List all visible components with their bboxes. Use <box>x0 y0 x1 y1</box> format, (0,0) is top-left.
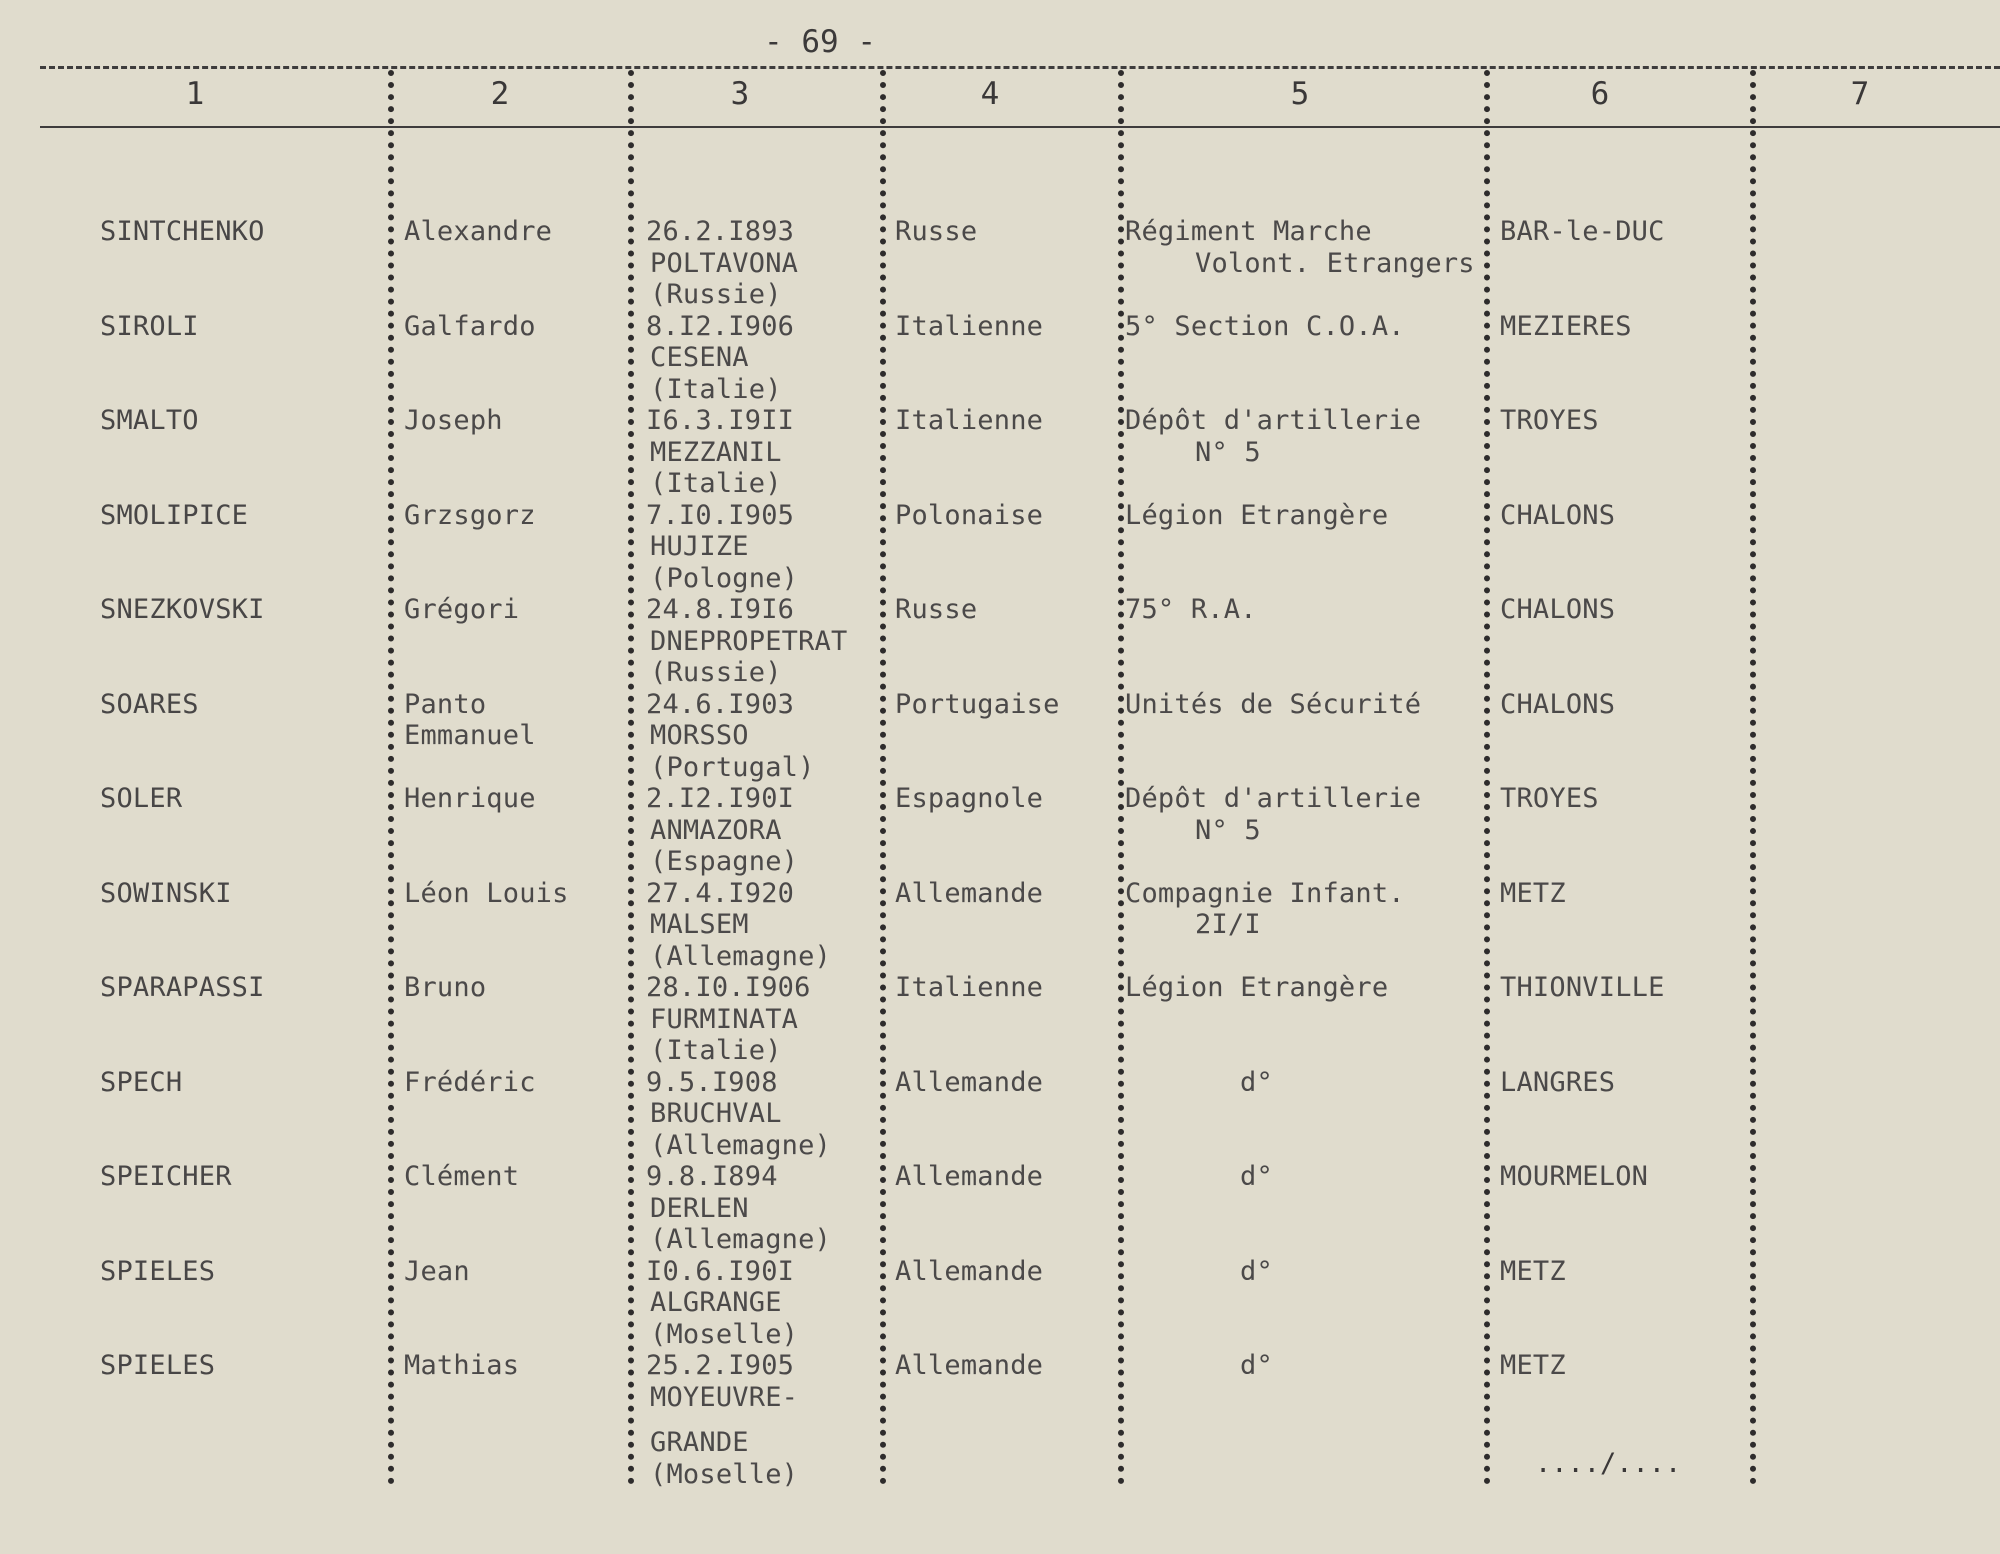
firstname-cell: Grégori <box>404 594 520 625</box>
unit-line: Régiment Marche <box>1125 216 1372 247</box>
birth-line: DERLEN <box>650 1192 749 1224</box>
header-bottom-rule <box>40 126 2000 128</box>
surname-cell: SPIELES <box>100 1350 216 1381</box>
birth-line: HUJIZE <box>650 531 749 562</box>
nationality-cell: Russe <box>895 216 978 247</box>
place-cell: METZ <box>1500 1350 1566 1381</box>
birth-line: (Russie) <box>650 279 782 310</box>
birth-line: (Moselle) <box>650 1458 799 1490</box>
surname-cell: SPARAPASSI <box>100 972 265 1003</box>
place-cell: CHALONS <box>1500 499 1616 531</box>
birth-line: MOYEUVRE- <box>650 1381 799 1413</box>
surname-cell: SMOLIPICE <box>100 499 249 531</box>
firstname-cell: Alexandre <box>404 216 553 247</box>
firstname-cell: Bruno <box>404 972 487 1003</box>
nationality-cell: Italienne <box>895 405 1044 436</box>
unit-line: Volont. Etrangers <box>1195 247 1475 279</box>
unit-line: Dépôt d'artillerie <box>1125 783 1422 814</box>
birth-line: FURMINATA <box>650 1003 799 1035</box>
continuation-mark: ..../.... <box>1535 1448 1682 1479</box>
birth-line: (Moselle) <box>650 1318 799 1350</box>
unit-line: Unités de Sécurité <box>1125 688 1422 720</box>
firstname-cell: Joseph <box>404 405 503 436</box>
surname-cell: SMALTO <box>100 405 199 436</box>
firstname-cell: Galfardo <box>404 310 536 342</box>
unit-line: Compagnie Infant. <box>1125 877 1405 909</box>
column-separator <box>880 70 886 1485</box>
column-separator <box>1750 70 1756 1485</box>
unit-line: Dépôt d'artillerie <box>1125 405 1422 436</box>
unit-line: d° <box>1240 1255 1273 1287</box>
nationality-cell: Allemande <box>895 1255 1044 1287</box>
birth-line: 24.6.I903 <box>646 688 795 720</box>
unit-line: N° 5 <box>1195 436 1261 468</box>
column-number: 5 <box>1290 76 1310 112</box>
firstname-cell: Frédéric <box>404 1066 536 1098</box>
nationality-cell: Russe <box>895 594 978 625</box>
birth-line: (Russie) <box>650 657 782 688</box>
birth-line: I0.6.I90I <box>646 1255 795 1287</box>
birth-line: 24.8.I9I6 <box>646 594 795 625</box>
page-number: - 69 - <box>764 24 876 60</box>
unit-line: N° 5 <box>1195 814 1261 846</box>
column-separator <box>628 70 634 1485</box>
firstname-cell: Mathias <box>404 1350 520 1381</box>
column-number: 4 <box>980 76 1000 112</box>
place-cell: TROYES <box>1500 783 1599 814</box>
place-cell: TROYES <box>1500 405 1599 436</box>
birth-line: BRUCHVAL <box>650 1098 782 1129</box>
nationality-cell: Italienne <box>895 972 1044 1003</box>
column-separator <box>388 70 394 1485</box>
birth-line: 26.2.I893 <box>646 216 795 247</box>
unit-line: d° <box>1240 1161 1273 1192</box>
surname-cell: SOARES <box>100 688 199 720</box>
surname-cell: SPECH <box>100 1066 183 1098</box>
birth-line: (Italie) <box>650 468 782 499</box>
birth-line: 27.4.I920 <box>646 877 795 909</box>
unit-line: 2I/I <box>1195 909 1261 940</box>
birth-line: 28.I0.I906 <box>646 972 811 1003</box>
birth-line: POLTAVONA <box>650 247 799 279</box>
place-cell: BAR-le-DUC <box>1500 216 1665 247</box>
place-cell: METZ <box>1500 1255 1566 1287</box>
birth-line: (Portugal) <box>650 751 815 783</box>
unit-line: 5° Section C.O.A. <box>1125 310 1405 342</box>
column-separator <box>1484 70 1490 1485</box>
firstname-cell: Clément <box>404 1161 520 1192</box>
birth-line: (Allemagne) <box>650 940 832 972</box>
surname-cell: SOWINSKI <box>100 877 232 909</box>
surname-cell: SOLER <box>100 783 183 814</box>
column-number: 6 <box>1590 76 1610 112</box>
place-cell: LANGRES <box>1500 1066 1616 1098</box>
nationality-cell: Allemande <box>895 1161 1044 1192</box>
birth-line: 8.I2.I906 <box>646 310 795 342</box>
birth-line: 7.I0.I905 <box>646 499 795 531</box>
birth-line: ANMAZORA <box>650 814 782 846</box>
unit-line: 75° R.A. <box>1125 594 1257 625</box>
nationality-cell: Polonaise <box>895 499 1044 531</box>
birth-line: (Allemagne) <box>650 1224 832 1255</box>
firstname-cell: Panto Emmanuel <box>404 688 536 751</box>
birth-line: MORSSO <box>650 720 749 751</box>
birth-line: (Pologne) <box>650 562 799 594</box>
unit-line: Légion Etrangère <box>1125 499 1389 531</box>
birth-line: (Espagne) <box>650 846 799 877</box>
column-number: 2 <box>490 76 510 112</box>
birth-line: 25.2.I905 <box>646 1350 795 1381</box>
nationality-cell: Espagnole <box>895 783 1044 814</box>
place-cell: THIONVILLE <box>1500 972 1665 1003</box>
surname-cell: SINTCHENKO <box>100 216 265 247</box>
unit-line: d° <box>1240 1066 1273 1098</box>
surname-cell: SPIELES <box>100 1255 216 1287</box>
birth-line: (Allemagne) <box>650 1129 832 1161</box>
birth-line: 9.5.I908 <box>646 1066 778 1098</box>
firstname-cell: Léon Louis <box>404 877 569 909</box>
nationality-cell: Italienne <box>895 310 1044 342</box>
unit-line: d° <box>1240 1350 1273 1381</box>
nationality-cell: Allemande <box>895 1350 1044 1381</box>
birth-line: (Italie) <box>650 373 782 405</box>
place-cell: CHALONS <box>1500 594 1616 625</box>
unit-line: Légion Etrangère <box>1125 972 1389 1003</box>
firstname-cell: Henrique <box>404 783 536 814</box>
firstname-cell: Grzsgorz <box>404 499 536 531</box>
birth-line: GRANDE <box>650 1427 749 1458</box>
surname-cell: SPEICHER <box>100 1161 232 1192</box>
birth-line: 9.8.I894 <box>646 1161 778 1192</box>
birth-line: ALGRANGE <box>650 1287 782 1318</box>
header-top-rule <box>40 66 2000 69</box>
place-cell: METZ <box>1500 877 1566 909</box>
birth-line: (Italie) <box>650 1035 782 1066</box>
birth-line: CESENA <box>650 342 749 373</box>
birth-line: 2.I2.I90I <box>646 783 795 814</box>
column-number: 1 <box>185 76 205 112</box>
place-cell: MEZIERES <box>1500 310 1632 342</box>
nationality-cell: Portugaise <box>895 688 1060 720</box>
nationality-cell: Allemande <box>895 877 1044 909</box>
birth-line: MALSEM <box>650 909 749 940</box>
birth-line: MEZZANIL <box>650 436 782 468</box>
firstname-cell: Jean <box>404 1255 470 1287</box>
column-number: 3 <box>730 76 750 112</box>
column-separator <box>1118 70 1124 1485</box>
birth-line: I6.3.I9II <box>646 405 795 436</box>
column-number: 7 <box>1850 76 1870 112</box>
place-cell: MOURMELON <box>1500 1161 1649 1192</box>
surname-cell: SNEZKOVSKI <box>100 594 265 625</box>
place-cell: CHALONS <box>1500 688 1616 720</box>
nationality-cell: Allemande <box>895 1066 1044 1098</box>
birth-line: DNEPROPETRAT <box>650 625 848 657</box>
surname-cell: SIROLI <box>100 310 199 342</box>
